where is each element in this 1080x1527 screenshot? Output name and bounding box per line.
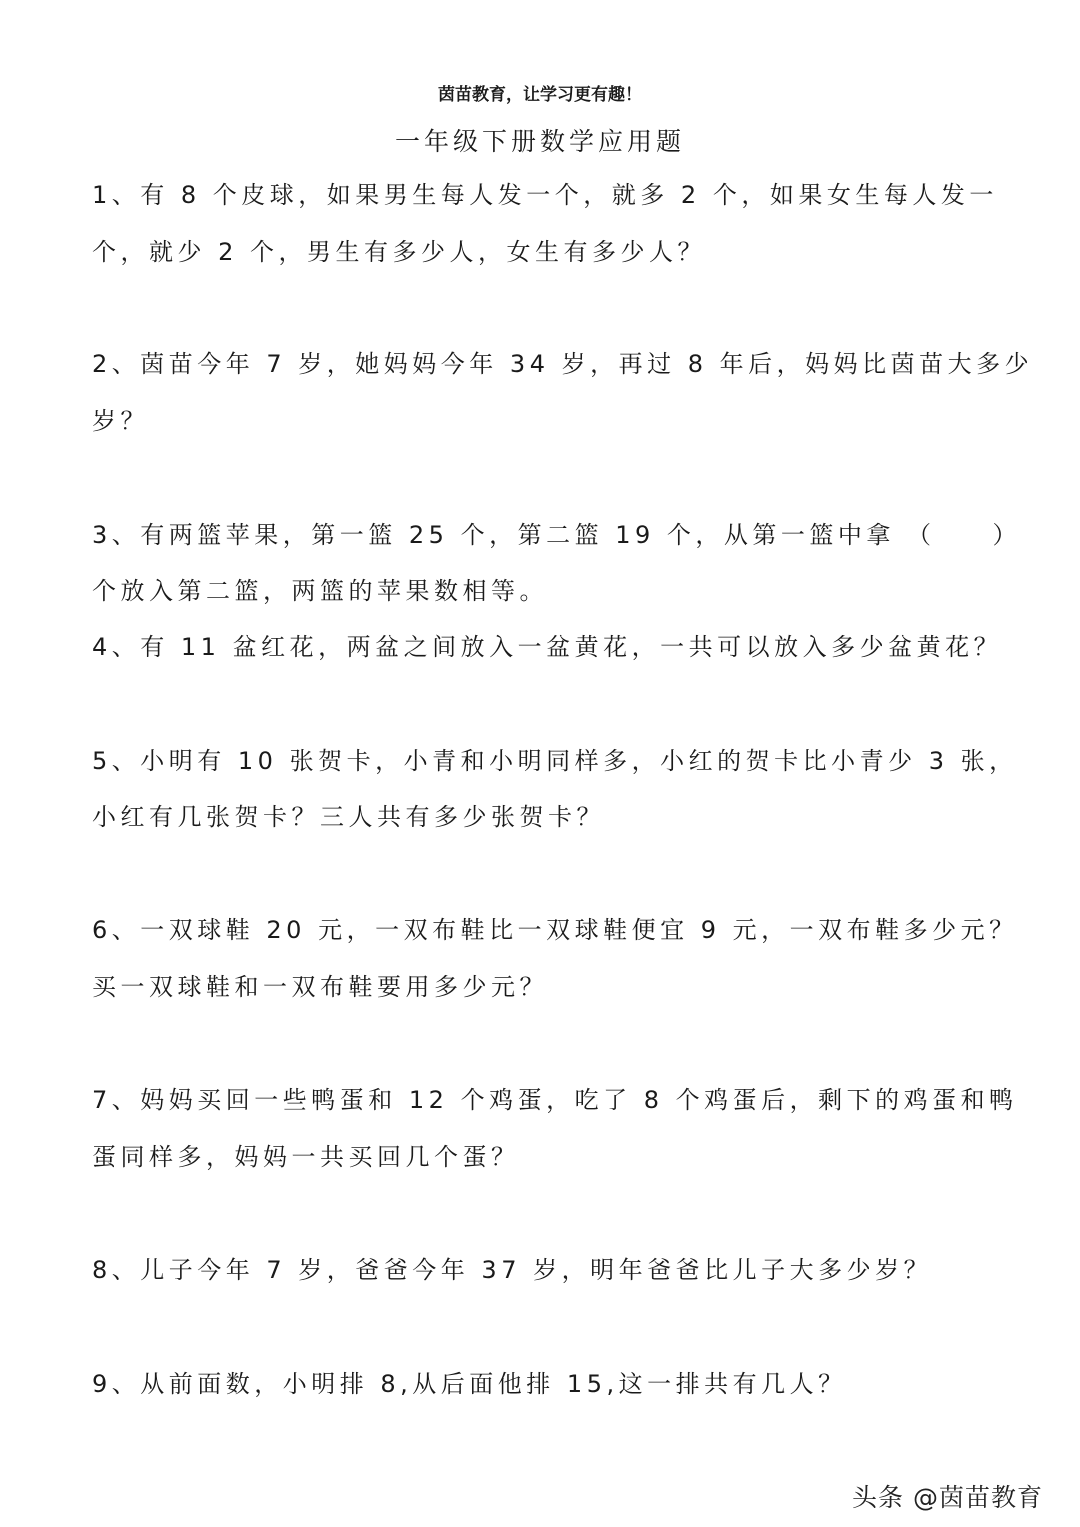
question-line: 岁？ [92,407,149,435]
question-line: 小红有几张贺卡？三人共有多少张贺卡？ [92,803,605,831]
question-line: 1、有 8 个皮球，如果男生每人发一个，就多 2 个，如果女生每人发一 [92,181,998,209]
slogan: 茵苗教育，让学习更有趣！ [438,85,642,105]
question-line: 8、儿子今年 7 岁，爸爸今年 37 岁，明年爸爸比儿子大多少岁？ [92,1256,933,1284]
question-line: 4、有 11 盆红花，两盆之间放入一盆黄花，一共可以放入多少盆黄花？ [92,633,1003,661]
question-line: 3、有两篮苹果，第一篮 25 个，第二篮 19 个，从第一篮中拿 （ ） [92,521,1021,549]
question-line: 个，就少 2 个，男生有多少人，女生有多少人？ [92,238,707,266]
question-line: 6、一双球鞋 20 元，一双布鞋比一双球鞋便宜 9 元，一双布鞋多少元？ [92,916,1018,944]
question-line: 蛋同样多，妈妈一共买回几个蛋？ [92,1143,520,1171]
page-title: 一年级下册数学应用题 [394,127,685,156]
question-line: 2、茵苗今年 7 岁，她妈妈今年 34 岁，再过 8 年后，妈妈比茵苗大多少 [92,350,1034,378]
watermark: 头条 @茵苗教育 [852,1483,1043,1512]
question-line: 7、妈妈买回一些鸭蛋和 12 个鸡蛋，吃了 8 个鸡蛋后，剩下的鸡蛋和鸭 [92,1086,1018,1114]
question-line: 9、从前面数，小明排 8,从后面他排 15,这一排共有几人？ [92,1370,847,1398]
question-line: 个放入第二篮，两篮的苹果数相等。 [92,577,548,605]
question-line: 5、小明有 10 张贺卡，小青和小明同样多，小红的贺卡比小青少 3 张， [92,747,1018,775]
question-line: 买一双球鞋和一双布鞋要用多少元？ [92,973,548,1001]
